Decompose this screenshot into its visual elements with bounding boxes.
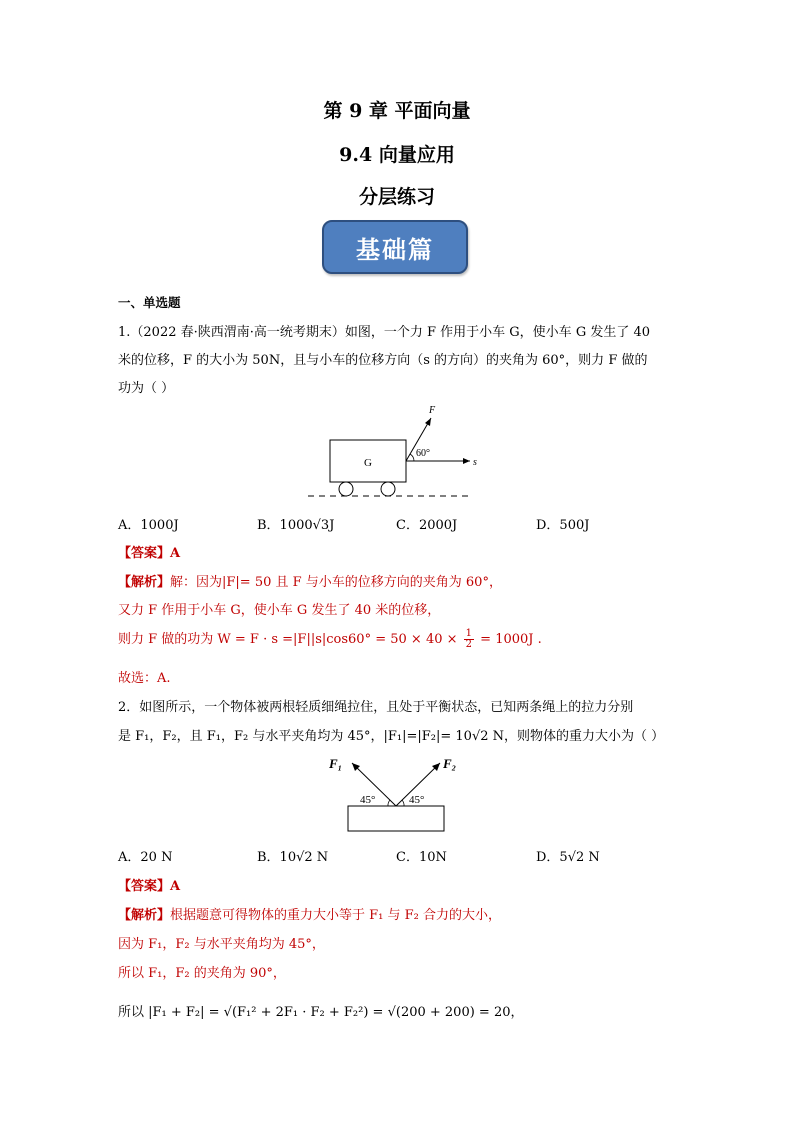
cart-label: G: [364, 457, 372, 469]
q2-analysis-line2: 因为 F₁，F₂ 与水平夹角均为 45°，: [118, 937, 325, 952]
answer-value: A: [170, 879, 181, 894]
left-angle-label: 45°: [360, 794, 376, 806]
answer-label: 【答案】: [118, 879, 171, 894]
answer-label: 【答案】: [118, 546, 171, 561]
object-block: [348, 806, 444, 831]
right-angle-label: 45°: [409, 794, 425, 806]
q2-analysis-line3: 所以 F₁，F₂ 的夹角为 90°，: [118, 966, 286, 981]
q1-option-d[interactable]: D．500J: [536, 518, 590, 533]
cart-wheel-right: [381, 482, 395, 496]
q1-analysis-line3: [118, 628, 542, 650]
analysis-text: 解：因为|F|= 50 且 F 与小车的位移方向的夹角为 60°，: [170, 575, 502, 590]
q2-analysis-line1: [118, 904, 501, 923]
q2-text-line2: 是 F₁，F₂，且 F₁，F₂ 与水平夹角均为 45°，|F₁|=|F₂|= 10√2 N，则物体的重力大小为（ ）: [118, 729, 665, 744]
q1-option-a[interactable]: A．1000J: [118, 518, 179, 533]
analysis-label: 【解析】: [118, 575, 171, 590]
work-formula: 则力 F 做的功为 W = F · s =|F||s|cos60° = 50 × 40 ×: [118, 632, 458, 647]
answer-value: A: [170, 546, 181, 561]
cart-wheel-left: [339, 482, 353, 496]
q2-option-d[interactable]: D．5√2 N: [536, 850, 600, 865]
q2-text-line1: 2．如图所示，一个物体被两根轻质细绳拉住，且处于平衡状态，已知两条绳上的拉力分别: [118, 700, 634, 715]
q2-option-a[interactable]: A．20 N: [118, 850, 173, 865]
q2-tension-figure: [325, 748, 465, 834]
q2-option-c[interactable]: C．10N: [396, 850, 447, 865]
q1-option-b[interactable]: B．1000√3J: [257, 518, 335, 533]
section-title: 9.4 向量应用: [339, 144, 455, 166]
q1-option-c[interactable]: C．2000J: [396, 518, 458, 533]
q1-analysis-line1: [118, 571, 502, 590]
analysis-label: 【解析】: [118, 908, 171, 923]
q1-text-line1: 1.（2022 春·陕西渭南·高一统考期末）如图，一个力 F 作用于小车 G，使小车 G 发生了 40: [118, 325, 651, 340]
q1-conclusion: 故选：A.: [118, 671, 171, 686]
q1-text-line3: 功为（ ）: [118, 381, 175, 396]
chapter-title: 第 9 章 平面向量: [323, 100, 471, 122]
fraction-numerator: 1: [465, 628, 473, 639]
subtitle: 分层练习: [358, 186, 435, 208]
q1-text-line2: 米的位移，F 的大小为 50N，且与小车的位移方向（s 的方向）的夹角为 60°，则力 F 做的: [118, 353, 648, 368]
q1-answer: [118, 542, 180, 561]
work-result: = 1000J .: [480, 632, 542, 647]
q2-analysis-line4: 所以 |F₁ + F₂| = √(F₁² + 2F₁ · F₂ + F₂²) = √(200 + 200) = 20，: [118, 1005, 524, 1020]
q1-analysis-line2: 又力 F 作用于小车 G，使小车 G 发生了 40 米的位移，: [118, 603, 441, 618]
q2-answer: [118, 875, 180, 894]
half-fraction: [464, 629, 474, 650]
level-badge: 基础篇: [322, 220, 468, 274]
force-label: F: [429, 405, 436, 416]
analysis-text: 根据题意可得物体的重力大小等于 F₁ 与 F₂ 合力的大小，: [170, 908, 502, 923]
q1-cart-figure: [300, 400, 480, 502]
section-heading: 一、单选题: [118, 295, 181, 310]
angle-label: 60°: [416, 448, 430, 459]
q2-option-b[interactable]: B．10√2 N: [257, 850, 329, 865]
displacement-label: s: [473, 457, 477, 468]
right-force-label: F₂: [443, 756, 457, 771]
fraction-denominator: 2: [465, 639, 473, 650]
left-force-label: F₁: [329, 756, 343, 771]
